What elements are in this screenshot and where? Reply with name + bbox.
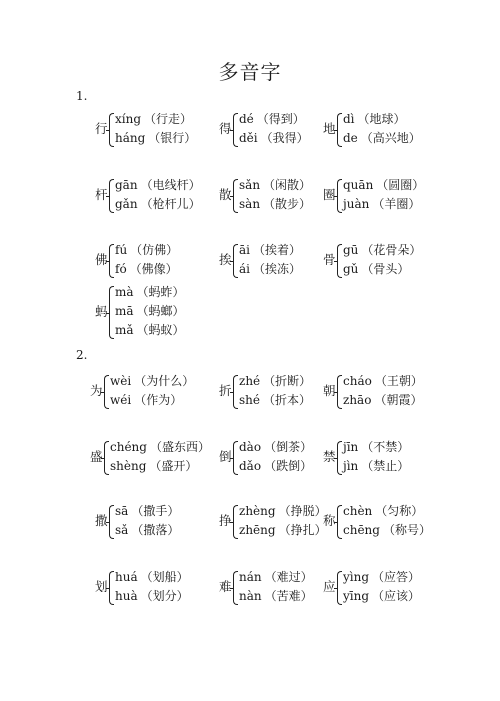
- pinyin: zhé: [239, 374, 261, 388]
- example-words: （电线杆）: [140, 178, 201, 192]
- reading-line: [115, 568, 189, 587]
- example-words: （挣脱）: [278, 504, 327, 518]
- example-words: （挨着）: [253, 243, 302, 257]
- reading-line: [239, 587, 313, 606]
- pinyin: dǎo: [239, 459, 262, 473]
- example-words: （朝霞）: [374, 393, 423, 407]
- reading-line: [343, 176, 424, 195]
- brace: [109, 244, 114, 278]
- example-words: （划分）: [140, 589, 189, 603]
- brace: [233, 571, 238, 605]
- reading-line: [239, 195, 311, 214]
- pinyin: de: [343, 131, 358, 145]
- brace: [233, 375, 238, 409]
- example-words: （划船）: [140, 570, 189, 584]
- brace: [233, 441, 238, 475]
- pinyin: juàn: [343, 197, 370, 211]
- pinyin: chèn: [343, 504, 373, 518]
- reading-line: [115, 241, 178, 260]
- example-words: （蚂蚱）: [136, 285, 185, 299]
- pinyin: mǎ: [115, 323, 134, 337]
- example-words: （应该）: [372, 589, 421, 603]
- reading-line: [343, 195, 424, 214]
- pinyin: gǔ: [343, 262, 359, 276]
- polyphone-character: 挨: [219, 252, 232, 267]
- pinyin: zhēng: [239, 523, 276, 537]
- pinyin: jīn: [343, 440, 359, 454]
- reading-line: [115, 195, 201, 214]
- brace: [233, 179, 238, 213]
- example-words: （盛开）: [149, 459, 198, 473]
- polyphone-character: 为: [90, 383, 103, 398]
- reading-line: [343, 457, 409, 476]
- pinyin: zhèng: [239, 504, 276, 518]
- pinyin: āi: [239, 243, 250, 257]
- reading-line: [110, 438, 210, 457]
- pinyin: shé: [239, 393, 260, 407]
- reading-line: [343, 372, 423, 391]
- reading-line: [239, 457, 312, 476]
- pinyin: chéng: [110, 440, 147, 454]
- pinyin: fó: [115, 262, 127, 276]
- polyphone-character: 地: [323, 121, 336, 136]
- reading-line: [343, 502, 431, 521]
- example-words: （难过）: [264, 570, 313, 584]
- example-words: （蚂蚁）: [136, 323, 185, 337]
- example-words: （蚂螂）: [136, 304, 185, 318]
- example-words: （花骨朵）: [361, 243, 422, 257]
- pinyin: dì: [343, 112, 355, 126]
- pinyin: cháo: [343, 374, 372, 388]
- example-words: （挣扎）: [278, 523, 327, 537]
- pinyin: mà: [115, 285, 134, 299]
- brace: [109, 571, 114, 605]
- page-title: 多音字: [218, 60, 282, 84]
- reading-line: [239, 110, 309, 129]
- brace: [337, 375, 342, 409]
- brace: [233, 113, 238, 147]
- example-words: （倒茶）: [264, 440, 313, 454]
- polyphone-character: 圈: [323, 187, 336, 202]
- example-words: （散步）: [263, 197, 312, 211]
- example-words: （王朝）: [374, 374, 423, 388]
- example-words: （称号）: [382, 523, 431, 537]
- polyphone-character: 挣: [219, 513, 232, 528]
- pinyin: sǎ: [115, 523, 129, 537]
- brace: [337, 505, 342, 539]
- brace: [104, 441, 109, 475]
- pinyin: nán: [239, 570, 262, 584]
- example-words: （骨头）: [361, 262, 410, 276]
- brace: [337, 179, 342, 213]
- reading-line: [239, 568, 313, 587]
- reading-line: [343, 260, 421, 279]
- example-words: （圆圈）: [376, 178, 425, 192]
- pinyin: quān: [343, 178, 374, 192]
- example-words: （高兴地）: [360, 131, 421, 145]
- polyphone-character: 难: [219, 579, 232, 594]
- pinyin: sā: [115, 504, 129, 518]
- pinyin: fú: [115, 243, 128, 257]
- example-words: （行走）: [144, 112, 193, 126]
- brace: [337, 113, 342, 147]
- example-words: （得到）: [256, 112, 305, 126]
- polyphone-character: 杆: [95, 187, 108, 202]
- polyphone-character: 撒: [95, 513, 108, 528]
- polyphone-character: 骨: [323, 252, 336, 267]
- example-words: （银行）: [148, 131, 197, 145]
- reading-line: [343, 521, 431, 540]
- example-words: （跌倒）: [264, 459, 313, 473]
- reading-line: [115, 502, 179, 521]
- example-words: （枪杆儿）: [140, 197, 201, 211]
- example-words: （撒落）: [131, 523, 180, 537]
- pinyin: sàn: [239, 197, 261, 211]
- brace: [337, 441, 342, 475]
- example-words: （不禁）: [361, 440, 410, 454]
- pinyin: huà: [115, 589, 138, 603]
- example-words: （苦难）: [264, 589, 313, 603]
- reading-line: [110, 372, 194, 391]
- section-label-1: 1.: [76, 89, 88, 103]
- polyphone-character: 朝: [323, 383, 336, 398]
- reading-line: [239, 438, 312, 457]
- example-words: （折本）: [263, 393, 312, 407]
- pinyin: gān: [115, 178, 138, 192]
- brace: [109, 179, 114, 213]
- reading-line: [239, 260, 301, 279]
- brace: [337, 244, 342, 278]
- reading-line: [239, 129, 309, 148]
- polyphone-character: 得: [219, 121, 232, 136]
- example-words: （为什么）: [134, 374, 195, 388]
- reading-line: [115, 110, 196, 129]
- reading-line: [115, 587, 189, 606]
- pinyin: wèi: [110, 374, 132, 388]
- pinyin: xíng: [115, 112, 142, 126]
- pinyin: mā: [115, 304, 134, 318]
- pinyin: gǎn: [115, 197, 138, 211]
- brace: [104, 375, 109, 409]
- reading-line: [343, 129, 421, 148]
- reading-line: [115, 521, 179, 540]
- reading-line: [343, 241, 421, 260]
- polyphone-character: 应: [323, 579, 336, 594]
- reading-line: [115, 176, 201, 195]
- pinyin: dé: [239, 112, 254, 126]
- reading-line: [343, 587, 420, 606]
- reading-line: [239, 391, 311, 410]
- reading-line: [343, 391, 423, 410]
- reading-line: [115, 260, 178, 279]
- polyphone-character: 蚂: [95, 303, 108, 319]
- pinyin: sǎn: [239, 178, 261, 192]
- example-words: （撒手）: [131, 504, 180, 518]
- example-words: （仿佛）: [130, 243, 179, 257]
- polyphone-character: 盛: [90, 449, 103, 464]
- reading-line: [239, 521, 327, 540]
- reading-line: [110, 391, 194, 410]
- example-words: （折断）: [263, 374, 312, 388]
- pinyin: nàn: [239, 589, 262, 603]
- example-words: （闲散）: [263, 178, 312, 192]
- example-words: （匀称）: [375, 504, 424, 518]
- reading-line: [239, 241, 301, 260]
- pinyin: huá: [115, 570, 138, 584]
- example-words: （应答）: [372, 570, 421, 584]
- reading-line: [115, 302, 185, 321]
- pinyin: jìn: [343, 459, 359, 473]
- reading-line: [115, 321, 185, 340]
- pinyin: gū: [343, 243, 359, 257]
- pinyin: dào: [239, 440, 262, 454]
- brace: [109, 113, 114, 147]
- reading-line: [343, 568, 420, 587]
- pinyin: háng: [115, 131, 146, 145]
- reading-line: [115, 283, 185, 302]
- polyphone-character: 折: [219, 383, 232, 398]
- reading-line: [343, 438, 409, 457]
- polyphone-character: 佛: [95, 252, 108, 267]
- pinyin: shèng: [110, 459, 147, 473]
- example-words: （禁止）: [361, 459, 410, 473]
- pinyin: chēng: [343, 523, 380, 537]
- example-words: （作为）: [134, 393, 183, 407]
- section-label-2: 2.: [76, 348, 88, 362]
- brace: [109, 286, 114, 339]
- polyphone-character: 称: [323, 513, 336, 528]
- pinyin: yīng: [343, 589, 370, 603]
- brace: [337, 571, 342, 605]
- reading-line: [115, 129, 196, 148]
- reading-line: [239, 372, 311, 391]
- brace: [233, 244, 238, 278]
- polyphone-character: 行: [95, 121, 108, 136]
- reading-line: [239, 176, 311, 195]
- example-words: （盛东西）: [149, 440, 210, 454]
- example-words: （地球）: [357, 112, 406, 126]
- pinyin: wéi: [110, 393, 132, 407]
- example-words: （挨冻）: [253, 262, 302, 276]
- polyphone-character: 倒: [219, 449, 232, 464]
- polyphone-character: 划: [95, 579, 108, 594]
- example-words: （羊圈）: [372, 197, 421, 211]
- pinyin: yìng: [343, 570, 370, 584]
- example-words: （我得）: [260, 131, 309, 145]
- pinyin: ái: [239, 262, 250, 276]
- brace: [233, 505, 238, 539]
- pinyin: děi: [239, 131, 258, 145]
- reading-line: [343, 110, 421, 129]
- brace: [109, 505, 114, 539]
- reading-line: [110, 457, 210, 476]
- reading-line: [239, 502, 327, 521]
- polyphone-character: 禁: [323, 449, 336, 464]
- pinyin: zhāo: [343, 393, 372, 407]
- example-words: （佛像）: [129, 262, 178, 276]
- polyphone-character: 散: [219, 187, 232, 202]
